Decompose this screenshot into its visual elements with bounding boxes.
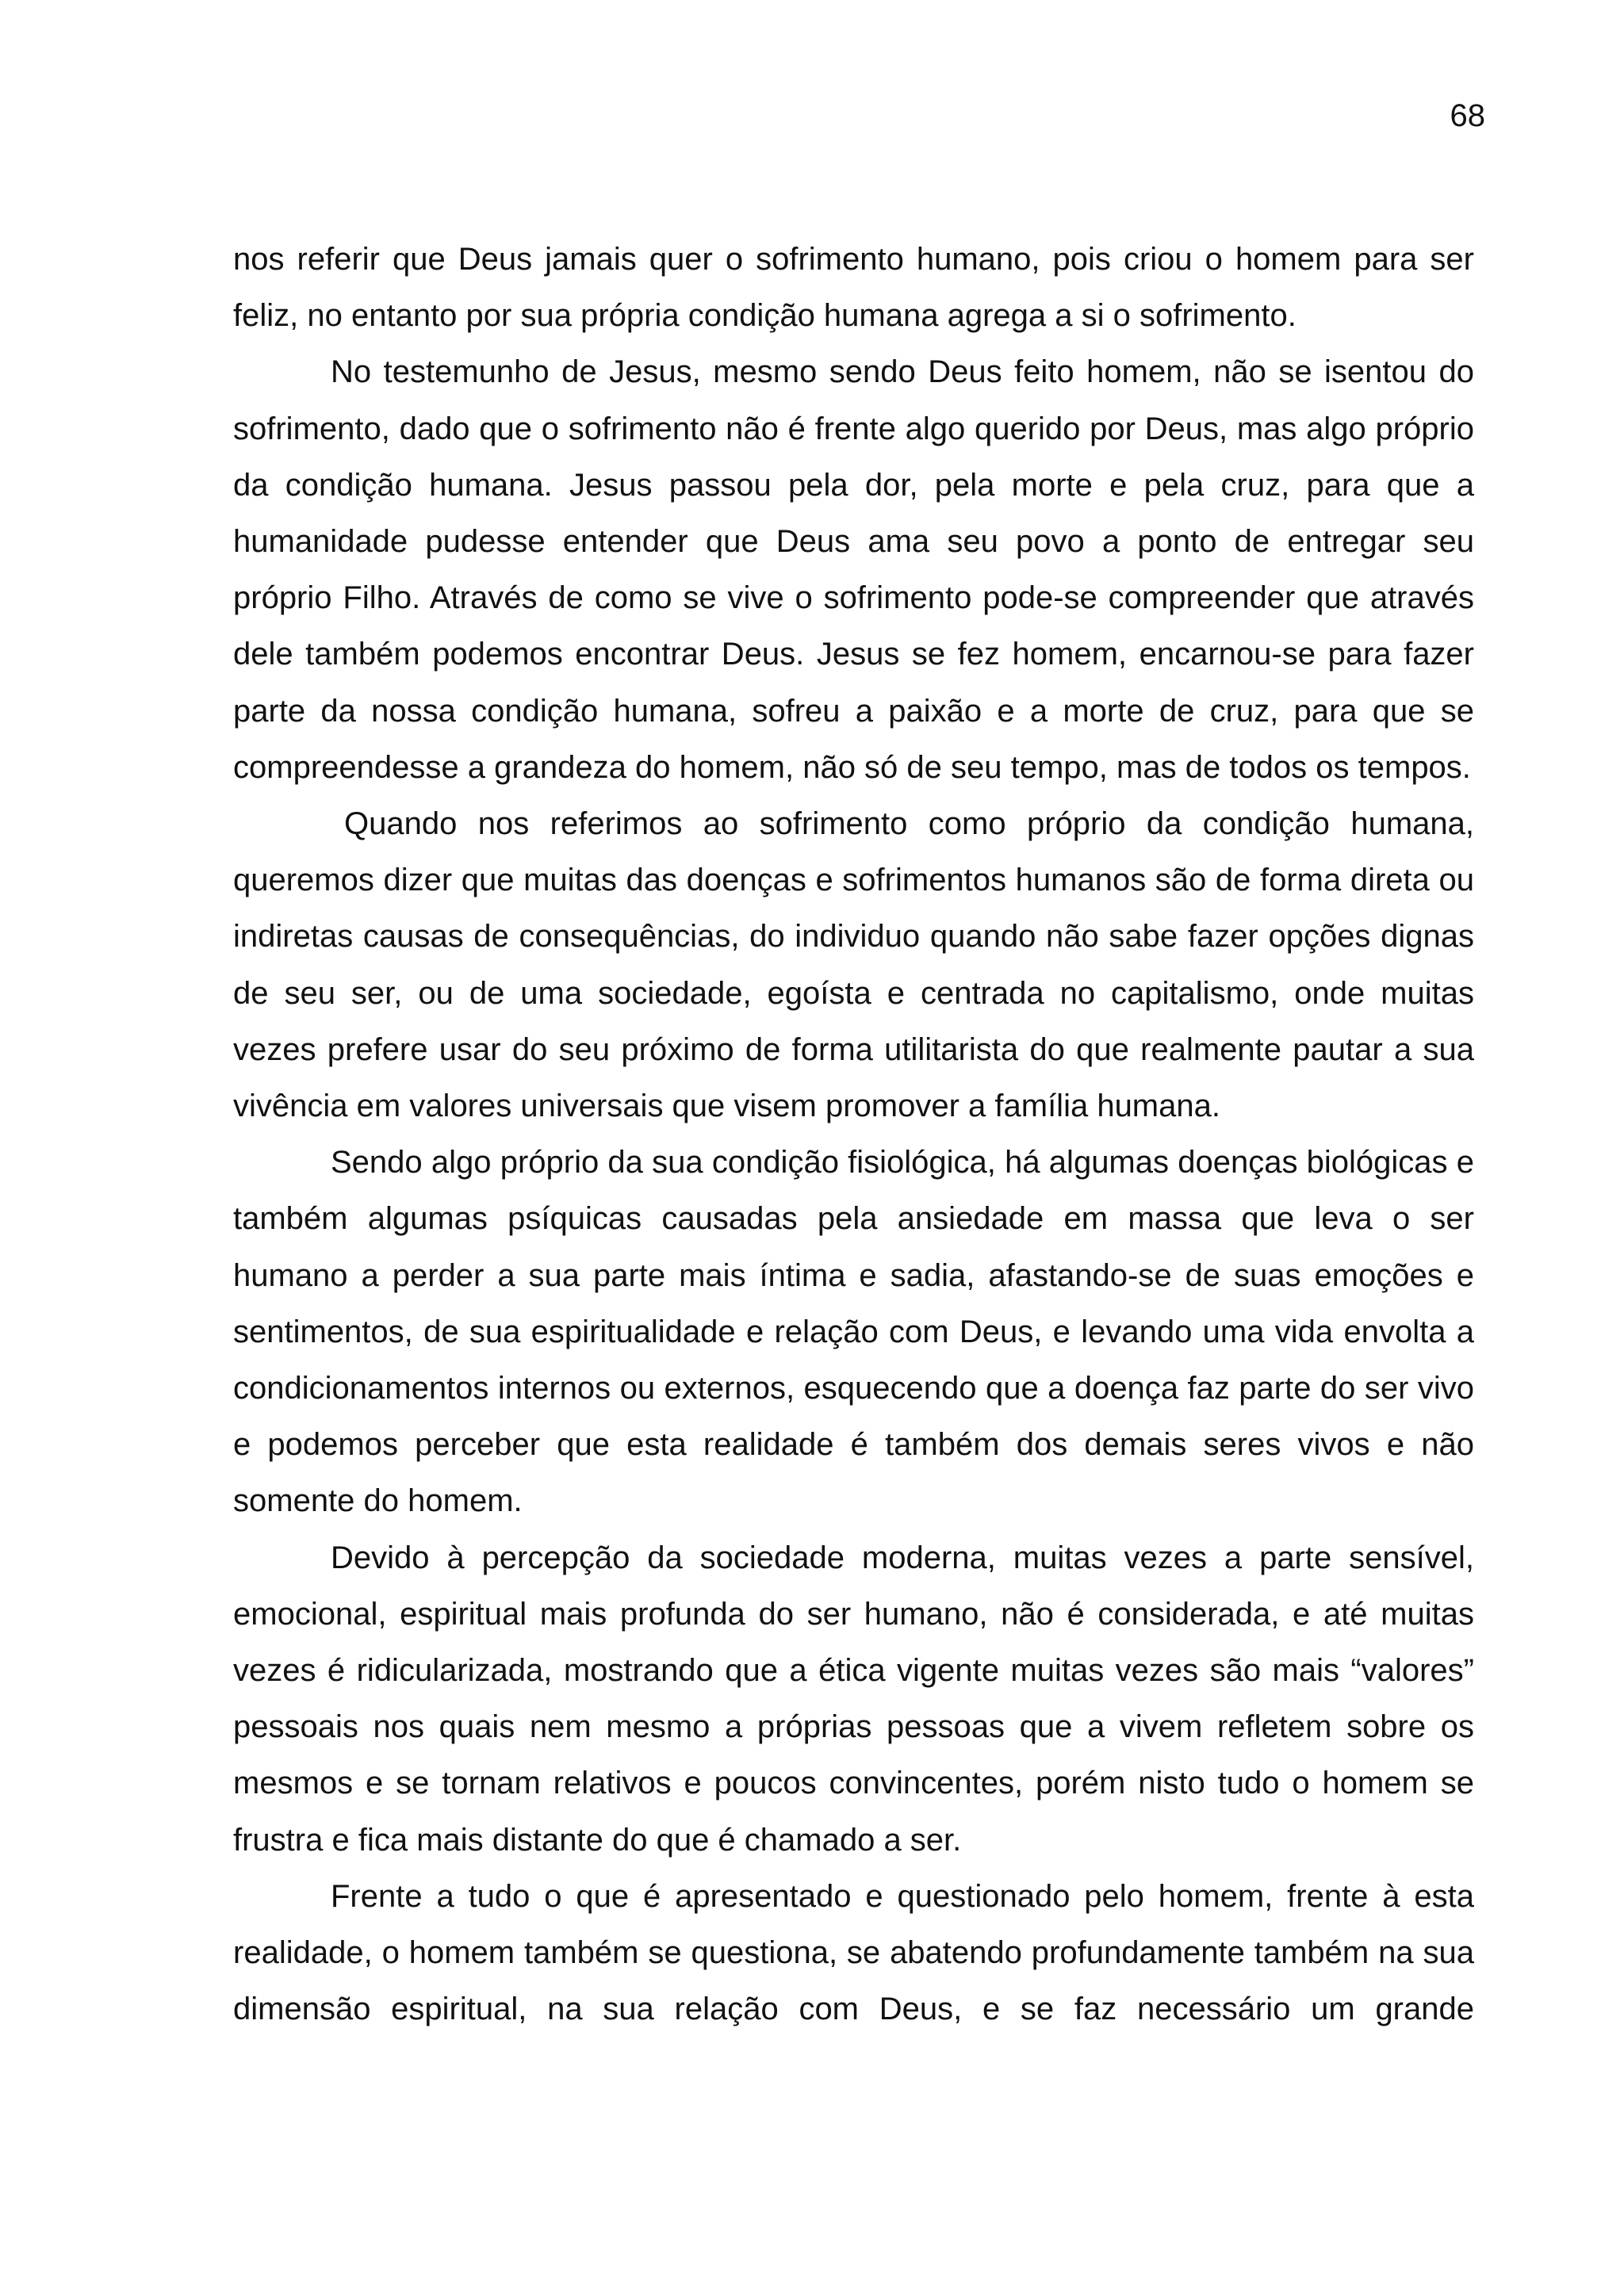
document-body: [233, 232, 1474, 2038]
paragraph-continuation: nos referir que Deus jamais quer o sofrimento humano, pois criou o homem para ser feliz, no entanto por sua própria condição humana agrega a si o sofrimento.: [233, 242, 1474, 334]
paragraph-condicao-humana: Quando nos referimos ao sofrimento como próprio da condição humana, queremos dizer que muitas das doenças e sofrimentos humanos são de forma direta ou indiretas causas de consequências, do individuo quando não sabe fazer opções dignas de seu ser, ou de uma sociedade, egoísta e centrada no capitalismo, onde muitas vezes prefere usar do seu próximo de forma utilitarista do que realmente pautar a sua vivência em valores universais que visem promover a família humana.: [233, 806, 1474, 1124]
page-number: 68: [1450, 98, 1485, 133]
paragraph-testemunho-de-jesus: No testemunho de Jesus, mesmo sendo Deus feito homem, não se isentou do sofrimento, dado que o sofrimento não é frente algo querido por Deus, mas algo próprio da condição humana. Jesus passou pela dor, pela morte e pela cruz, para que a humanidade pudesse entender que Deus ama seu povo a ponto de entregar seu próprio Filho. Através de como se vive o sofrimento pode-se compreender que através dele também podemos encontrar Deus. Jesus se fez homem, encarnou-se para fazer parte da nossa condição humana, sofreu a paixão e a morte de cruz, para que se compreendesse a grandeza do homem, não só de seu tempo, mas de todos os tempos.: [233, 354, 1474, 785]
paragraph-sociedade-moderna: Devido à percepção da sociedade moderna, muitas vezes a parte sensível, emocional, espiritual mais profunda do ser humano, não é considerada, e até muitas vezes é ridicularizada, mostrando que a ética vigente muitas vezes são mais “valores” pessoais nos quais nem mesmo a próprias pessoas que a vivem refletem sobre os mesmos e se tornam relativos e poucos convincentes, porém nisto tudo o homem se frustra e fica mais distante do que é chamado a ser.: [233, 1540, 1474, 1858]
paragraph-condicao-fisiologica: Sendo algo próprio da sua condição fisiológica, há algumas doenças biológicas e também algumas psíquicas causadas pela ansiedade em massa que leva o ser humano a perder a sua parte mais íntima e sadia, afastando-se de suas emoções e sentimentos, de sua espiritualidade e relação com Deus, e levando uma vida envolta a condicionamentos internos ou externos, esquecendo que a doença faz parte do ser vivo e podemos perceber que esta realidade é também dos demais seres vivos e não somente do homem.: [233, 1145, 1474, 1519]
paragraph-frente-a-tudo: Frente a tudo o que é apresentado e questionado pelo homem, frente à esta realidade, o homem também se questiona, se abatendo profundamente também na sua dimensão espiritual, na sua relação com Deus, e se faz necessário um grande: [233, 1878, 1474, 2027]
